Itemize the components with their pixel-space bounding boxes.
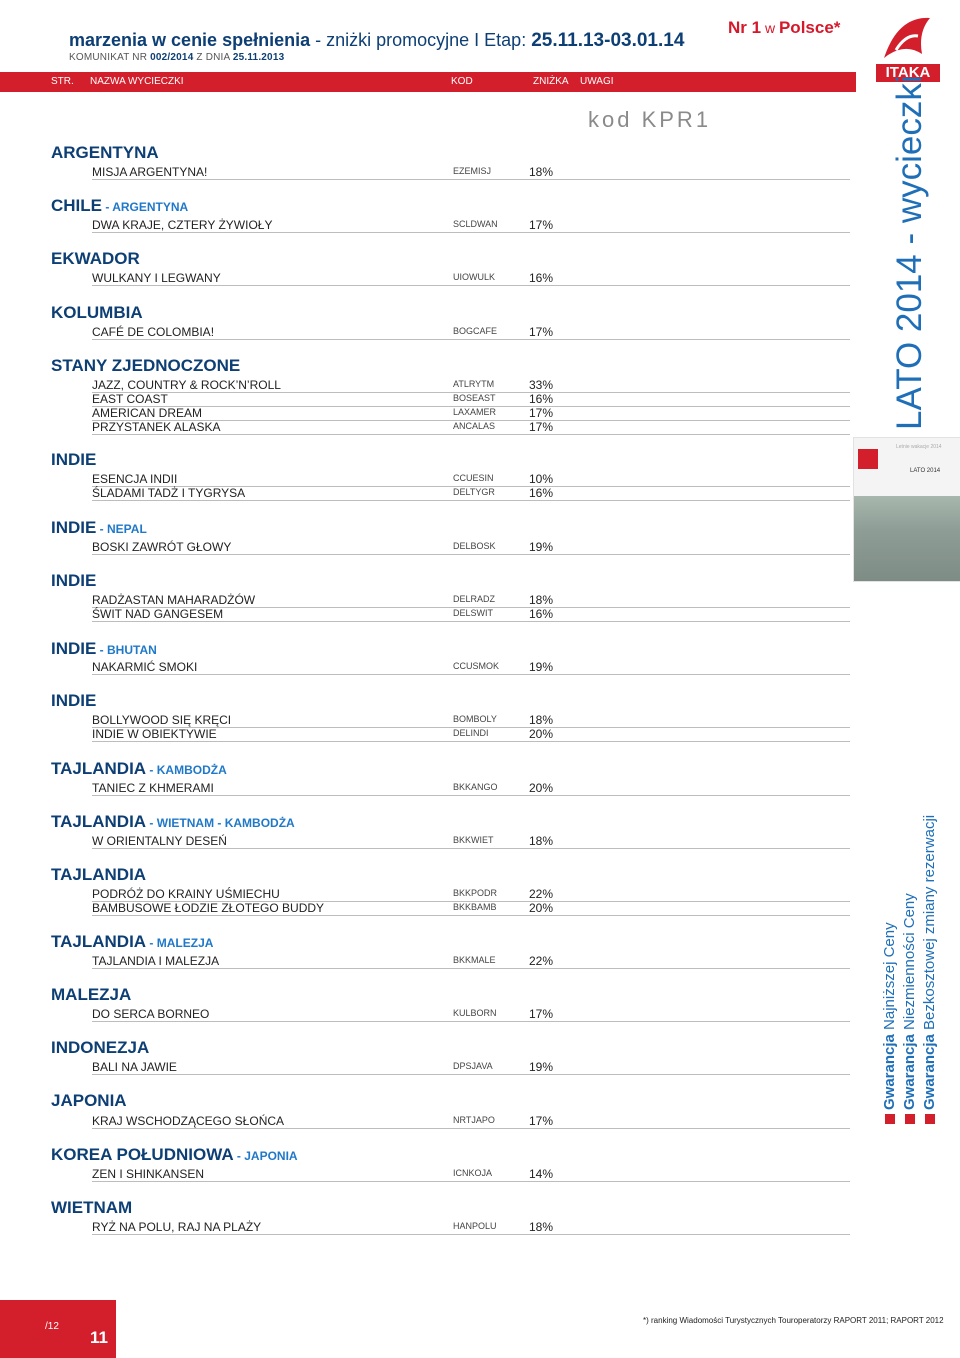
country-heading: CHILE - ARGENTYNA: [51, 196, 189, 215]
kod-label: kod KPR1: [588, 107, 712, 132]
trip-row[interactable]: TAJLANDIA I MALEZJA BKKMALE 22%: [92, 954, 850, 969]
trip-row[interactable]: BALI NA JAWIE DPSJAVA 19%: [92, 1060, 850, 1075]
bullet-square-icon: [925, 1114, 935, 1124]
country-heading: JAPONIA: [51, 1091, 127, 1110]
communique-number: 002/2014: [150, 52, 194, 63]
country-heading: ARGENTYNA: [51, 143, 159, 162]
guarantee-3-bold: Gwarancja: [921, 1034, 938, 1110]
communique-mid: Z DNIA: [193, 52, 233, 63]
col-name: NAZWA WYCIECZKI: [90, 76, 184, 87]
country-heading: EKWADOR: [51, 249, 140, 268]
country-heading: TAJLANDIA - WIETNAM - KAMBODŻA: [51, 812, 295, 831]
country-heading: INDIE: [51, 450, 97, 469]
guarantee-3: [920, 815, 940, 1124]
country-heading: KOREA POŁUDNIOWA - JAPONIA: [51, 1145, 298, 1164]
trip-row[interactable]: NAKARMIĆ SMOKI CCUSMOK 19%: [92, 660, 850, 675]
page-number: 11 /12: [45, 1321, 108, 1347]
communique-date: 25.11.2013: [232, 52, 285, 63]
footnote: *) ranking Wiadomości Turystycznych Touroperatorzy RAPORT 2011; RAPORT 2012: [643, 1316, 944, 1325]
guarantee-3-rest: Bezkosztowej zmiany rezerwacji: [921, 814, 938, 1035]
country-heading: INDIE: [51, 571, 97, 590]
country-heading: INDIE - NEPAL: [51, 518, 147, 537]
nr1-small: w: [761, 20, 779, 36]
country-heading: KOLUMBIA: [51, 303, 143, 322]
country-heading: INDIE - BHUTAN: [51, 639, 157, 658]
trip-row[interactable]: CAFÉ DE COLOMBIA! BOGCAFE 17%: [92, 325, 850, 340]
guarantee-2-bold: Gwarancja: [901, 1034, 918, 1110]
guarantees-vertical: [880, 815, 940, 1124]
trip-row[interactable]: JAZZ, COUNTRY & ROCK’N’ROLL ATLRYTM 33%: [92, 378, 850, 393]
bullet-square-icon: [905, 1114, 915, 1124]
country-heading: INDIE: [51, 691, 97, 710]
lato-vertical-title: LATO 2014 - wycieczki: [890, 75, 929, 430]
country-heading: TAJLANDIA - MALEZJA: [51, 932, 214, 951]
country-heading: TAJLANDIA - KAMBODŻA: [51, 759, 227, 778]
trip-row[interactable]: KRAJ WSCHODZĄCEGO SŁOŃCA NRTJAPO 17%: [92, 1114, 850, 1129]
title-main: marzenia w cenie spełnienia: [69, 30, 311, 50]
communique-prefix: KOMUNIKAT NR: [69, 52, 151, 63]
trip-row[interactable]: ZEN I SHINKANSEN ICNKOJA 14%: [92, 1167, 850, 1182]
catalog-cover-image: [853, 437, 960, 582]
trip-row[interactable]: PRZYSTANEK ALASKA ANCALAS 17%: [92, 420, 850, 435]
nr1-rest: Polsce*: [778, 18, 841, 37]
logo-text: ITAKA: [876, 64, 940, 82]
col-notes: UWAGI: [580, 76, 614, 87]
title-rest: - zniżki promocyjne I Etap:: [310, 30, 532, 50]
trip-row[interactable]: INDIE W OBIEKTYWIE DELINDI 20%: [92, 727, 850, 742]
trip-row[interactable]: BOSKI ZAWRÓT GŁOWY DELBOSK 19%: [92, 540, 850, 555]
trip-row[interactable]: ŚLADAMI TADŻ I TYGRYSA DELTYGR 16%: [92, 486, 850, 501]
guarantee-2-rest: Niezmienności Ceny: [901, 893, 918, 1035]
guarantee-1-bold: Gwarancja: [881, 1034, 898, 1110]
guarantee-1-rest: Najniższej Ceny: [881, 922, 898, 1035]
column-header-bar: [0, 72, 856, 92]
trip-row[interactable]: DO SERCA BORNEO KULBORN 17%: [92, 1007, 850, 1022]
title-dates: 25.11.13-03.01.14: [531, 30, 685, 51]
trip-row[interactable]: ESENCJA INDII CCUESIN 10%: [92, 472, 850, 487]
trip-row[interactable]: BAMBUSOWE ŁODZIE ZŁOTEGO BUDDY BKKBAMB 20%: [92, 901, 850, 916]
nr1-badge: [728, 18, 840, 38]
trip-row[interactable]: RYŻ NA POLU, RAJ NA PLAŻY HANPOLU 18%: [92, 1220, 850, 1235]
trip-row[interactable]: WULKANY I LEGWANY UIOWULK 16%: [92, 271, 850, 286]
col-str: STR.: [51, 76, 74, 87]
nr1-label: Nr 1: [728, 18, 762, 37]
country-heading: WIETNAM: [51, 1198, 133, 1217]
guarantee-2: [900, 815, 920, 1124]
country-heading: TAJLANDIA: [51, 865, 147, 884]
col-code: KOD: [451, 76, 473, 87]
country-heading: STANY ZJEDNOCZONE: [51, 356, 241, 375]
trip-row[interactable]: W ORIENTALNY DESEŃ BKKWIET 18%: [92, 834, 850, 849]
country-heading: MALEZJA: [51, 985, 132, 1004]
page-number-box: [0, 1300, 116, 1358]
col-discount: ZNIŻKA: [533, 76, 569, 87]
sail-logo-icon: [878, 12, 938, 64]
trip-row[interactable]: TANIEC Z KHMERAMI BKKANGO 20%: [92, 781, 850, 796]
communique-line: [69, 52, 284, 63]
guarantee-1: [880, 815, 900, 1124]
cover-text-title: LATO 2014: [910, 468, 941, 474]
bullet-square-icon: [885, 1114, 895, 1124]
cover-logo-mark: [858, 449, 878, 469]
trip-row[interactable]: AMERICAN DREAM LAXAMER 17%: [92, 406, 850, 421]
cover-text-small: Letnie wakacje 2014: [896, 444, 942, 450]
cover-photo: [854, 496, 960, 581]
trip-row[interactable]: ŚWIT NAD GANGESEM DELSWIT 16%: [92, 607, 850, 622]
trip-row[interactable]: MISJA ARGENTYNA! EZEMISJ 18%: [92, 165, 850, 180]
country-heading: INDONEZJA: [51, 1038, 150, 1057]
trip-row[interactable]: EAST COAST BOSEAST 16%: [92, 392, 850, 407]
trip-row[interactable]: PODRÓŻ DO KRAINY UŚMIECHU BKKPODR 22%: [92, 887, 850, 902]
trip-row[interactable]: DWA KRAJE, CZTERY ŻYWIOŁY SCLDWAN 17%: [92, 218, 850, 233]
trip-row[interactable]: RADŻASTAN MAHARADŻÓW DELRADZ 18%: [92, 593, 850, 608]
trip-row[interactable]: BOLLYWOOD SIĘ KRĘCI BOMBOLY 18%: [92, 713, 850, 728]
page-title: [69, 30, 684, 52]
